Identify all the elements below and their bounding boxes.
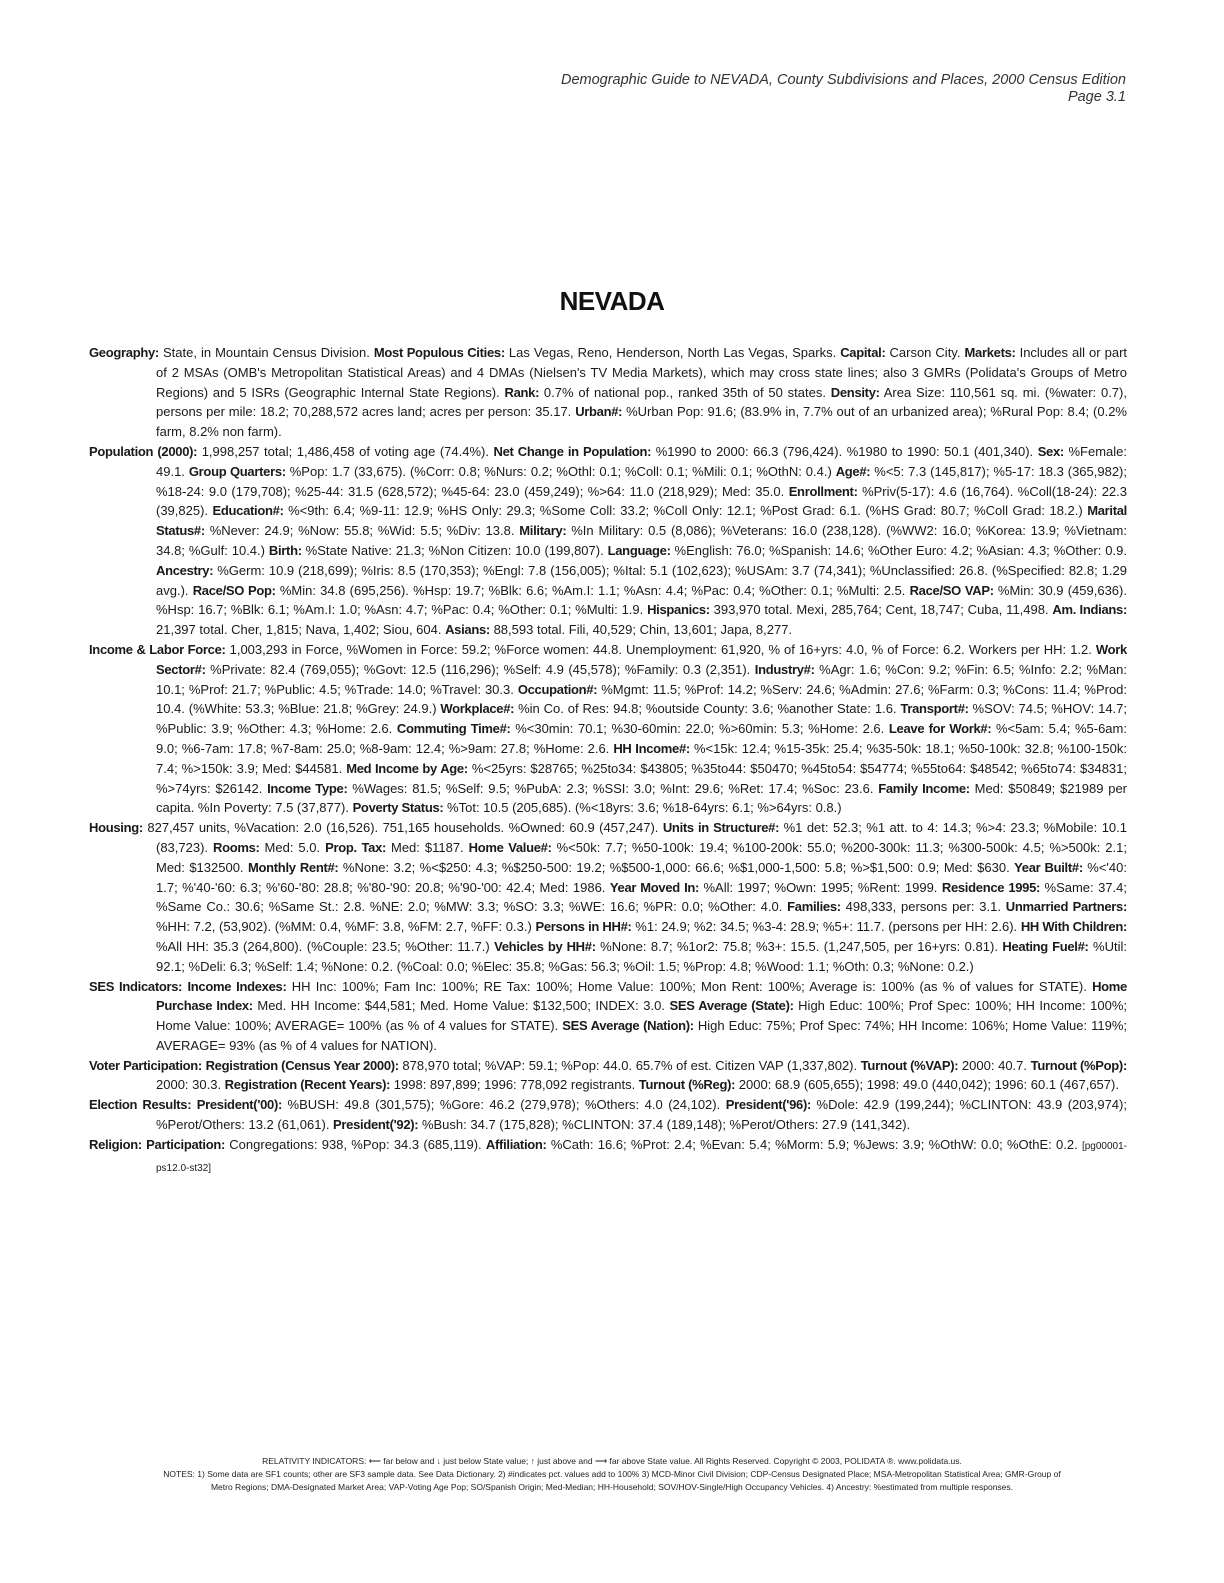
- field-label: Work Sector#:: [156, 641, 1127, 677]
- field-value: 1,003,293 in Force, %Women in Force: 59.2; %Force women: 44.8. Unemployment: 61,920, % of 16+yrs: 4.0, % of Force: 6.2. Workers per HH: 1.2.: [225, 641, 1096, 657]
- field-value: %None: 8.7; %1or2: 75.8; %3+: 15.5. (1,247,505, per 16+yrs: 0.81).: [595, 938, 1003, 954]
- field-label: Registration (Census Year 2000):: [205, 1057, 399, 1073]
- field-label: Year Moved In:: [609, 879, 700, 895]
- field-value: %<9th: 6.4; %9-11: 12.9; %HS Only: 29.3; %Some Coll: 33.2; %Coll Only: 12.1; %Post Grad: 6.1. (%HS Grad: 80.7; %Coll Grad: 18.2.): [283, 503, 1088, 519]
- field-label: Birth:: [268, 542, 302, 558]
- field-label: Poverty Status:: [352, 800, 444, 816]
- field-value: %Mgmt: 11.5; %Prof: 14.2; %Serv: 24.6; %Admin: 27.6; %Farm: 0.3; %Cons: 11.4; %Prod: 10.4. (%White: 53.3; %Blue: 21.8; %Grey: 24.9.): [156, 681, 1128, 717]
- page-title: NEVADA: [559, 286, 665, 316]
- field-value: %Female: 49.1.: [156, 443, 1127, 479]
- relativity-indicators: RELATIVITY INDICATORS: ⟵ far below and ↓ just below State value; ↑ just above and ⟶ far above State value. All Rights Reserved. Copyright © 2003, POLIDATA ®. www.polidata.us.: [262, 1456, 962, 1466]
- section-income-labor: [89, 640, 1127, 818]
- field-label: Rooms:: [213, 839, 260, 855]
- field-label: SES Indicators:: [89, 978, 183, 994]
- field-value: Area Size: 110,561 sq. mi. (%water: 0.7), persons per mile: 18.2; 70,288,572 acres land; acres per person: 35.17.: [156, 384, 1127, 420]
- field-label: Monthly Rent#:: [247, 859, 339, 875]
- section-housing: [89, 818, 1127, 976]
- field-label: Education#:: [212, 503, 284, 519]
- field-value: 393,970 total. Mexi, 285,764; Cent, 18,747; Cuba, 11,498.: [709, 602, 1053, 618]
- field-value: %<50k: 7.7; %50-100k: 19.4; %100-200k: 55.0; %200-300k: 11.3; %300-500k: 4.5; %>500k: 2.1; Med: $132500.: [156, 839, 1127, 875]
- field-value: %Same: 37.4; %Same Co.: 30.6; %Same St.: 2.8. %NE: 2.0; %MW: 3.3; %SO: 3.3; %WE: 16.6; %PR: 0.0; %Other: 4.0.: [156, 879, 1127, 915]
- field-value: High Educ: 75%; Prof Spec: 74%; HH Income: 106%; Home Value: 119%; AVERAGE= 93% (as % of 4 values for NATION).: [156, 1018, 1127, 1053]
- field-value: %<5am: 5.4; %5-6am: 9.0; %6-7am: 17.8; %7-8am: 25.0; %8-9am: 12.4; %>9am: 27.8; %Home: 2.6.: [156, 721, 1127, 756]
- field-label: Occupation#:: [517, 681, 598, 697]
- field-label: Turnout (%Reg):: [638, 1077, 736, 1093]
- field-label: Ancestry:: [156, 562, 214, 578]
- field-label: SES Average (Nation):: [562, 1018, 694, 1034]
- field-label: Capital:: [840, 345, 886, 360]
- field-label: Workplace#:: [440, 701, 515, 717]
- field-value: %Agr: 1.6; %Con: 9.2; %Fin: 6.5; %Info: 2.2; %Man: 10.1; %Prof: 21.7; %Public: 4.5; %Trade: 14.0; %Travel: 30.3.: [156, 661, 1127, 697]
- field-value: %Urban Pop: 91.6; (83.9% in, 7.7% out of an urbanized area); %Rural Pop: 8.4; (0.2% farm, 8.2% non farm).: [156, 404, 1127, 440]
- field-label: Net Change in Population:: [493, 443, 652, 459]
- field-label: Home Value#:: [468, 839, 552, 855]
- field-value: %1990 to 2000: 66.3 (796,424). %1980 to 1990: 50.1 (401,340).: [651, 443, 1038, 459]
- field-label: Population (2000):: [89, 443, 198, 459]
- profile-body: [89, 343, 1127, 1178]
- field-label: Most Populous Cities:: [373, 345, 505, 360]
- field-label: Leave for Work#:: [888, 721, 992, 737]
- field-value: %Cath: 16.6; %Prot: 2.4; %Evan: 5.4; %Morm: 5.9; %Jews: 3.9; %OthW: 0.0; %OthE: 0.2.: [546, 1136, 1082, 1152]
- field-label: Military:: [519, 523, 567, 539]
- field-label: Asians:: [445, 622, 490, 638]
- field-value: %BUSH: 49.8 (301,575); %Gore: 46.2 (279,978); %Others: 4.0 (24,102).: [282, 1097, 726, 1113]
- field-value: %<'40: 1.7; %'40-'60: 6.3; %'60-'80: 28.8; %'80-'90: 20.8; %'90-'00: 42.4; Med: 1986.: [156, 859, 1127, 895]
- field-value: High Educ: 100%; Prof Spec: 100%; HH Income: 100%; Home Value: 100%; AVERAGE= 100% (as % of 4 values for STATE).: [156, 998, 1128, 1034]
- field-value: %Min: 34.8 (695,256). %Hsp: 19.7; %Blk: 6.6; %Am.I: 1.1; %Asn: 4.4; %Pac: 0.4; %Other: 0.1; %Multi: 2.5.: [275, 582, 910, 598]
- field-label: Participation:: [146, 1136, 226, 1152]
- field-value: %Wages: 81.5; %Self: 9.5; %PubA: 2.3; %SSI: 3.0; %Int: 29.6; %Ret: 17.4; %Soc: 23.6.: [347, 780, 879, 796]
- field-label: Affiliation:: [485, 1136, 547, 1152]
- field-label: Group Quarters:: [188, 463, 286, 479]
- field-value: HH Inc: 100%; Fam Inc: 100%; RE Tax: 100%; Home Value: 100%; Mon Rent: 100%; Average is: 100% (as % of values for STATE).: [286, 978, 1093, 994]
- field-label: Sex:: [1037, 443, 1064, 459]
- field-value: Las Vegas, Reno, Henderson, North Las Vegas, Sparks.: [504, 345, 841, 360]
- field-value: %Private: 82.4 (769,055); %Govt: 12.5 (116,296); %Self: 4.9 (45,578); %Family: 0.3 (2,351).: [205, 661, 755, 677]
- notes-line: Metro Regions; DMA-Designated Market Area; VAP-Voting Age Pop; SO/Spanish Origin; Med-Median; HH-Household; SOV/HOV-Single/High Occupancy Vehicles. 4) Ancestry: %estimated from multiple responses.: [210, 1482, 1014, 1492]
- field-value: 2000: 68.9 (605,655); 1998: 49.0 (440,042); 1996: 60.1 (467,657).: [735, 1077, 1119, 1093]
- field-value: %State Native: 21.3; %Non Citizen: 10.0 (199,807).: [301, 542, 608, 558]
- field-value: 2000: 30.3.: [156, 1077, 225, 1093]
- field-value: %All: 1997; %Own: 1995; %Rent: 1999.: [699, 879, 942, 895]
- field-value: %All HH: 35.3 (264,800). (%Couple: 23.5; %Other: 11.7.): [156, 938, 495, 954]
- field-value: 878,970 total; %VAP: 59.1; %Pop: 44.0. 65.7% of est. Citizen VAP (1,337,802).: [398, 1057, 861, 1073]
- field-label: Heating Fuel#:: [1002, 938, 1089, 954]
- page-header: [561, 72, 1126, 106]
- field-label: Enrollment:: [788, 483, 858, 499]
- field-label: Geography:: [89, 345, 159, 360]
- field-label: Family Income:: [878, 780, 970, 796]
- field-label: Urban#:: [575, 404, 623, 420]
- field-label: Housing:: [89, 820, 143, 836]
- field-label: Registration (Recent Years):: [224, 1077, 391, 1093]
- field-value: %HH: 7.2, (53,902). (%MM: 0.4, %MF: 3.8, %FM: 2.7, %FF: 0.3.): [156, 919, 536, 935]
- field-label: Industry#:: [754, 661, 815, 677]
- field-label: Unmarried Partners:: [1005, 899, 1128, 915]
- section-ses-indicators: [89, 977, 1127, 1056]
- section-religion: [89, 1135, 1127, 1179]
- field-value: %None: 3.2; %<$250: 4.3; %$250-500: 19.2; %$500-1,000: 66.6; %$1,000-1,500: 5.8; %>$1,500: 0.9; Med: $630.: [338, 859, 1015, 875]
- section-voter-participation: [89, 1056, 1127, 1096]
- field-label: Vehicles by HH#:: [494, 938, 596, 954]
- page-code: [pg00001-ps12.0-st32]: [156, 1140, 1127, 1174]
- notes-line: NOTES: 1) Some data are SF1 counts; other are SF3 sample data. See Data Dictionary. 2) #indicates pct. values add to 100% 3) MCD-Minor Civil Division; CDP-Census Designated Place; MSA-Metropolitan Statistical Area; GMR-Group of: [163, 1469, 1061, 1479]
- field-label: Election Results:: [89, 1097, 192, 1113]
- field-value: %1 det: 52.3; %1 att. to 4: 14.3; %>4: 23.3; %Mobile: 10.1 (83,723).: [156, 820, 1127, 855]
- field-label: Language:: [607, 542, 671, 558]
- field-value: Med: 5.0.: [259, 839, 326, 855]
- field-value: Med. HH Income: $44,581; Med. Home Value: $132,500; INDEX: 3.0.: [252, 998, 670, 1014]
- field-value: %Pop: 1.7 (33,675). (%Corr: 0.8; %Nurs: 0.2; %Othl: 0.1; %Coll: 0.1; %Mili: 0.1; %OthN: 0.4.): [285, 463, 836, 479]
- field-value: %Tot: 10.5 (205,685). (%<18yrs: 3.6; %18-64yrs: 6.1; %>64yrs: 0.8.): [443, 800, 842, 816]
- field-label: Persons in HH#:: [535, 919, 632, 935]
- field-label: Income Type:: [267, 780, 348, 796]
- field-value: Med: $1187.: [386, 839, 469, 855]
- field-label: Year Built#:: [1014, 859, 1083, 875]
- field-value: %<25yrs: $28765; %25to34: $43805; %35to44: $50470; %45to54: $54774; %55to64: $48542; %65to74: $34831; %>74yrs: $26142.: [156, 760, 1128, 796]
- field-value: Carson City.: [885, 345, 965, 360]
- field-label: President('92):: [333, 1117, 419, 1133]
- field-label: Voter Participation:: [89, 1057, 202, 1073]
- field-label: HH Income#:: [613, 740, 690, 756]
- field-value: %English: 76.0; %Spanish: 14.6; %Other Euro: 4.2; %Asian: 4.3; %Other: 0.9.: [670, 542, 1127, 558]
- field-value: Includes all or part of 2 MSAs (OMB's Metropolitan Statistical Areas) and 4 DMAs (Nielsen's TV Media Markets), which may cross state lines; also 3 GMRs (Polidata's Groups of Metro Regions) and 5 ISRs (Geographic Internal State Regions).: [156, 345, 1128, 400]
- field-label: SES Average (State):: [669, 998, 794, 1014]
- field-value: 0.7% of national pop., ranked 35th of 50 states.: [539, 384, 831, 400]
- field-label: Home Purchase Index:: [156, 978, 1127, 1014]
- field-value: Congregations: 938, %Pop: 34.3 (685,119).: [225, 1136, 486, 1152]
- section-geography: [89, 343, 1127, 442]
- field-label: Transport#:: [900, 701, 969, 717]
- field-value: State, in Mountain Census Division.: [158, 345, 374, 360]
- field-value: %1: 24.9; %2: 34.5; %3-4: 28.9; %5+: 11.7. (persons per HH: 2.6).: [631, 919, 1021, 935]
- field-value: %Germ: 10.9 (218,699); %Iris: 8.5 (170,353); %Engl: 7.8 (156,005); %Ital: 5.1 (102,623); %USAm: 3.7 (74,341); %Unclassified: 26.8. (%Specified: 82.8; 1.29 avg.).: [156, 562, 1127, 598]
- field-label: Density:: [830, 384, 880, 400]
- field-label: Med Income by Age:: [346, 760, 468, 776]
- field-value: 21,397 total. Cher, 1,815; Nava, 1,402; Siou, 604.: [156, 622, 446, 638]
- field-value: 1,998,257 total; 1,486,458 of voting age (74.4%).: [197, 443, 494, 459]
- field-value: %In Military: 0.5 (8,086); %Veterans: 16.0 (238,128). (%WW2: 16.0; %Korea: 13.9; %Vietnam: 34.8; %Gulf: 10.4.): [156, 523, 1127, 558]
- field-label: President('00):: [196, 1097, 283, 1113]
- section-population: [89, 442, 1127, 640]
- field-value: %Priv(5-17): 4.6 (16,764). %Coll(18-24): 22.3 (39,825).: [156, 483, 1127, 519]
- field-label: Families:: [787, 899, 841, 915]
- field-label: Commuting Time#:: [396, 721, 511, 737]
- field-value: %<15k: 12.4; %15-35k: 25.4; %35-50k: 18.1; %50-100k: 32.8; %100-150k: 7.4; %>150k: 3.9; Med: $44581.: [156, 740, 1127, 776]
- field-label: President('96):: [725, 1097, 812, 1113]
- page-number: Page 3.1: [1067, 89, 1126, 105]
- field-label: Marital Status#:: [156, 503, 1127, 539]
- field-value: %Min: 30.9 (459,636). %Hsp: 16.7; %Blk: 6.1; %Am.I: 1.0; %Asn: 4.7; %Pac: 0.4; %Other: 0.1; %Multi: 1.9.: [156, 582, 1127, 618]
- field-value: %Util: 92.1; %Deli: 6.3; %Self: 1.4; %None: 0.2. (%Coal: 0.0; %Elec: 35.8; %Gas: 56.3; %Oil: 1.5; %Prop: 4.8; %Wood: 1.1; %Oth: 0.3; %None: 0.2.): [156, 938, 1127, 974]
- section-election-results: [89, 1095, 1127, 1135]
- field-label: Rank:: [504, 384, 540, 400]
- field-label: Income & Labor Force:: [89, 641, 226, 657]
- field-label: Residence 1995:: [941, 879, 1041, 895]
- page-footer: [90, 1455, 1134, 1494]
- field-label: Am. Indians:: [1052, 602, 1127, 618]
- field-label: Income Indexes:: [187, 978, 287, 994]
- field-value: Med: $50849; $21989 per capita. %In Poverty: 7.5 (37,877).: [156, 780, 1128, 816]
- field-label: Hispanics:: [647, 602, 710, 618]
- field-label: Units in Structure#:: [662, 820, 780, 836]
- field-label: Race/SO Pop:: [192, 582, 276, 598]
- field-value: %Bush: 34.7 (175,828); %CLINTON: 37.4 (189,148); %Perot/Others: 27.9 (141,342).: [418, 1117, 911, 1133]
- field-label: Age#:: [835, 463, 871, 479]
- field-value: 498,333, persons per: 3.1.: [840, 899, 1006, 915]
- field-label: Prop. Tax:: [325, 839, 387, 855]
- field-value: 2000: 40.7.: [958, 1057, 1031, 1073]
- field-value: %SOV: 74.5; %HOV: 14.7; %Public: 3.9; %Other: 4.3; %Home: 2.6.: [156, 701, 1128, 737]
- field-label: Turnout (%VAP):: [860, 1057, 959, 1073]
- field-value: %<5: 7.3 (145,817); %5-17: 18.3 (365,982); %18-24: 9.0 (179,708); %25-44: 31.5 (628,572); %45-64: 23.0 (459,249); %>64: 11.0 (218,929); Med: 35.0.: [156, 463, 1127, 499]
- field-value: 88,593 total. Fili, 40,529; Chin, 13,601; Japa, 8,277.: [489, 622, 793, 638]
- field-label: HH With Children:: [1020, 919, 1128, 935]
- field-value: 1998: 897,899; 1996: 778,092 registrants.: [390, 1077, 639, 1093]
- field-label: Markets:: [964, 345, 1016, 360]
- field-label: Religion:: [89, 1136, 142, 1152]
- field-value: %Dole: 42.9 (199,244); %CLINTON: 43.9 (203,974); %Perot/Others: 13.2 (61,061).: [156, 1097, 1127, 1133]
- field-value: %Never: 24.9; %Now: 55.8; %Wid: 5.5; %Div: 13.8.: [204, 523, 520, 539]
- field-value: %<30min: 70.1; %30-60min: 22.0; %>60min: 5.3; %Home: 2.6.: [510, 721, 889, 737]
- field-label: Turnout (%Pop):: [1030, 1057, 1127, 1073]
- field-value: %in Co. of Res: 94.8; %outside County: 3.6; %another State: 1.6.: [514, 701, 901, 717]
- field-value: 827,457 units, %Vacation: 2.0 (16,526). 751,165 households. %Owned: 60.9 (457,247).: [142, 820, 663, 836]
- header-title: Demographic Guide to NEVADA, County Subdivisions and Places, 2000 Census Edition: [560, 72, 1126, 88]
- field-label: Race/SO VAP:: [909, 582, 994, 598]
